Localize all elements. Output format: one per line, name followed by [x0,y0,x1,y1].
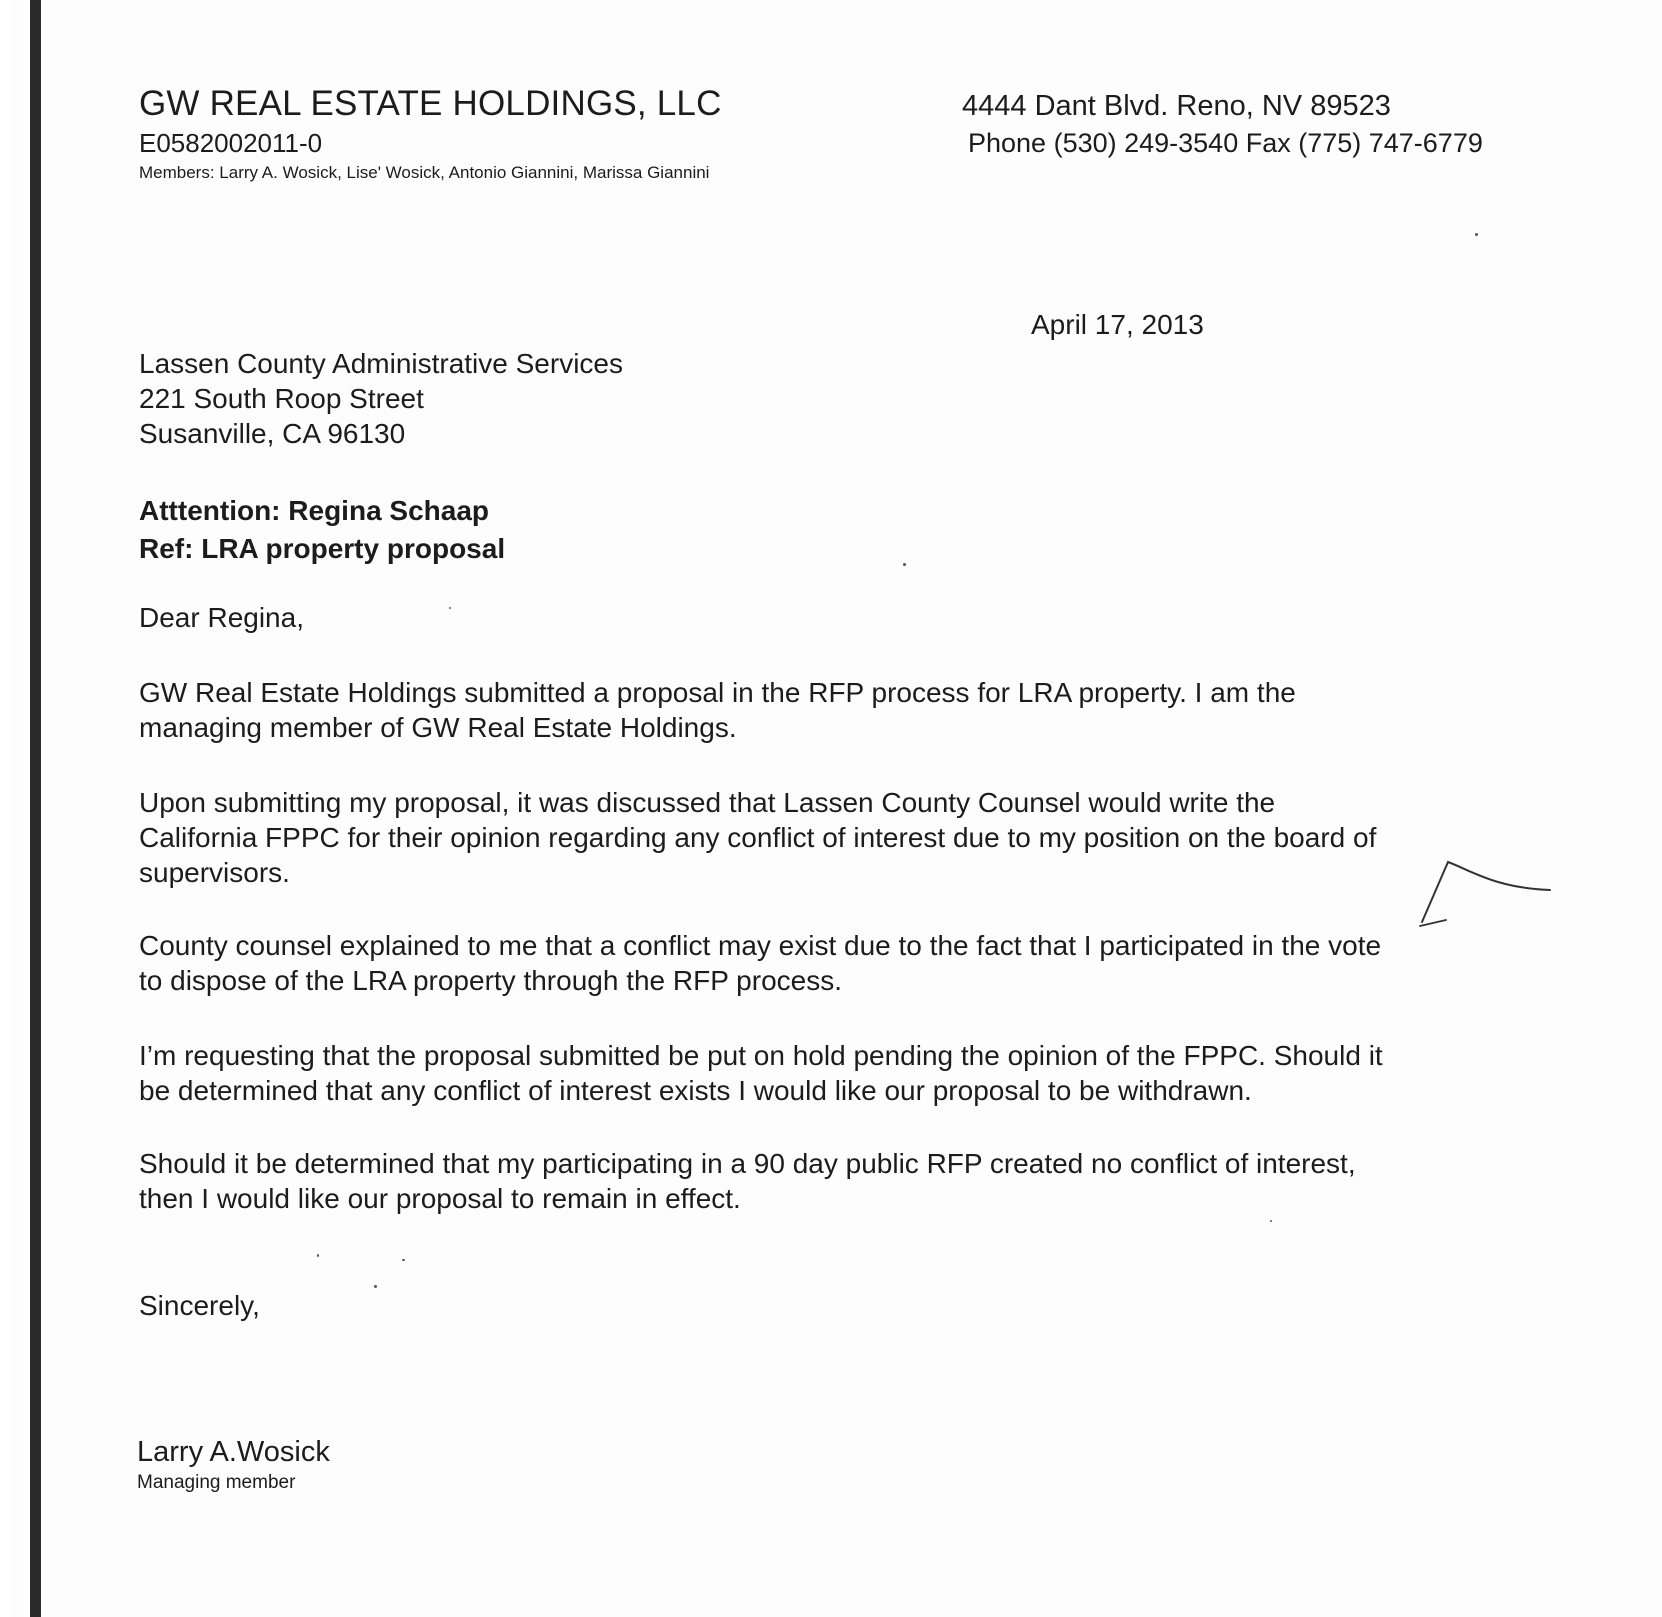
scan-speck [402,1259,405,1261]
body-line: managing member of GW Real Estate Holdings. [139,712,737,743]
body-line: be determined that any conflict of interest exists I would like our proposal to be withdrawn. [139,1075,1252,1106]
body-line: County counsel explained to me that a conflict may exist due to the fact that I participated in the vote [139,930,1382,961]
body-paragraph [139,928,1381,998]
subject-block [139,492,505,568]
salutation: Dear Regina, [139,602,304,633]
body-line: Should it be determined that my participating in a 90 day public RFP created no conflict of interest, [139,1148,1356,1179]
letter-date: April 17, 2013 [1031,309,1204,340]
body-line: supervisors. [139,857,290,888]
body-line: GW Real Estate Holdings submitted a proposal in the RFP process for LRA property. I am the [139,677,1296,708]
recipient-line: 221 South Roop Street [139,383,424,414]
scan-speck [1270,1220,1272,1222]
body-line: I’m requesting that the proposal submitted be put on hold pending the opinion of the FPPC. Should it [139,1040,1383,1071]
body-paragraph [139,675,1296,745]
body-line: Upon submitting my proposal, it was discussed that Lassen County Counsel would write the [139,787,1276,818]
scan-edge-bar [30,0,41,1617]
scan-speck [449,607,451,609]
scan-speck [374,1285,377,1288]
company-members: Members: Larry A. Wosick, Lise' Wosick, Antonio Giannini, Marissa Giannini [139,163,710,182]
recipient-address [139,346,623,451]
signer-name: Larry A.Wosick [137,1436,330,1468]
company-address: 4444 Dant Blvd. Reno, NV 89523 [962,90,1391,122]
scan-speck [1475,233,1478,236]
body-line: then I would like our proposal to remain in effect. [139,1183,741,1214]
scan-margin [0,0,10,1617]
scan-speck [903,563,906,566]
signer-title: Managing member [137,1472,296,1493]
body-line: California FPPC for their opinion regarding any conflict of interest due to my position on the board of [139,822,1377,853]
closing: Sincerely, [139,1290,260,1321]
body-paragraph [139,1146,1356,1216]
company-phone-fax: Phone (530) 249-3540 Fax (775) 747-6779 [968,128,1483,158]
reference-line: Ref: LRA property proposal [139,533,506,564]
recipient-line: Susanville, CA 96130 [139,418,406,449]
scan-speck [317,1254,319,1257]
attention-line: Atttention: Regina Schaap [139,495,490,526]
company-id: E0582002011-0 [139,128,323,158]
body-line: to dispose of the LRA property through the RFP process. [139,965,842,996]
company-name: GW REAL ESTATE HOLDINGS, LLC [139,84,722,123]
body-paragraph [139,1038,1383,1108]
pen-mark [1410,850,1560,930]
recipient-line: Lassen County Administrative Services [139,348,623,379]
body-paragraph [139,785,1376,890]
